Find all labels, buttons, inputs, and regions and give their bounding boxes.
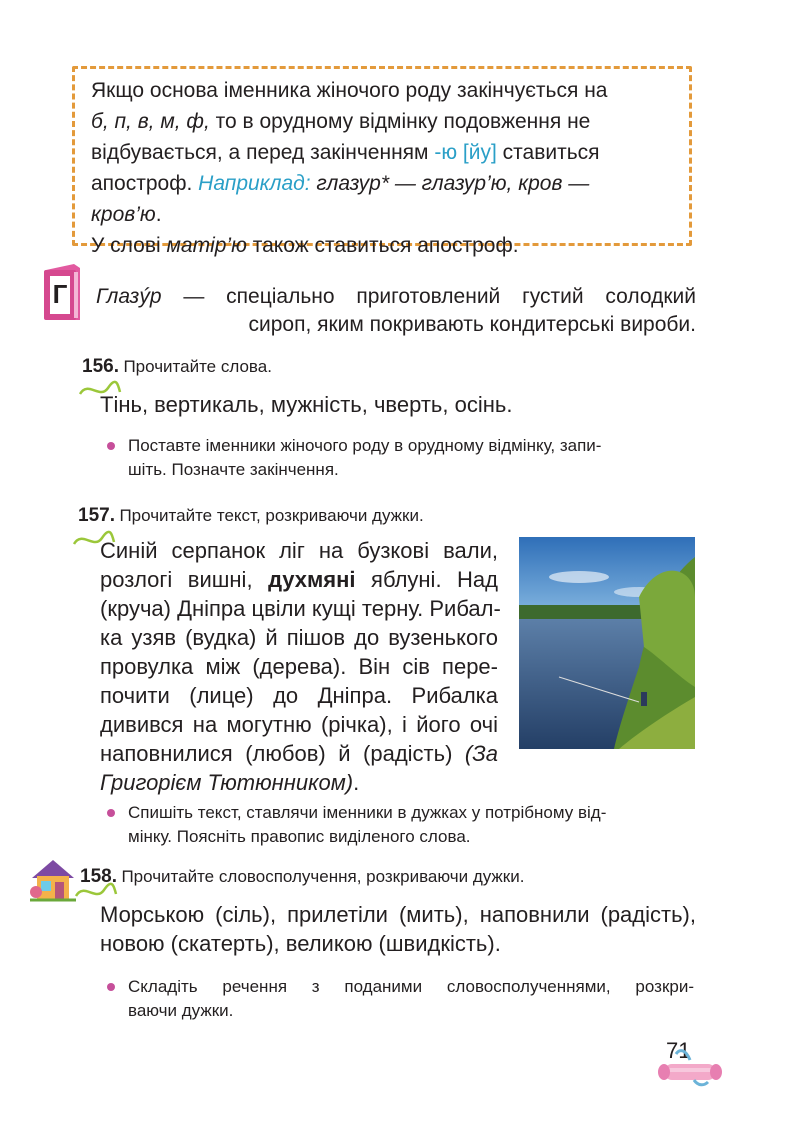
bullet-icon xyxy=(107,983,115,991)
scroll-decoration-icon xyxy=(650,1040,730,1090)
task-157-text xyxy=(100,536,501,797)
rule-line-4-start: апостроф. xyxy=(91,172,199,195)
task-156-title: Прочитайте слова. xyxy=(123,357,272,376)
task-158-instruction-line-2: ваючи дужки. xyxy=(128,1001,234,1020)
task-157-line: (круча) Дніпра цвіли кущі терну. Рибал- xyxy=(100,596,501,621)
rule-line-2 xyxy=(91,106,673,137)
glossary-def-1: — спеціально приготовлений густий солодкий xyxy=(161,285,696,308)
rule-word: матір’ю xyxy=(166,234,247,257)
task-157-line-part: яблуні. Над xyxy=(355,567,499,592)
rule-ending: -ю [йу] xyxy=(434,141,497,164)
task-156-instruction-line-2: шіть. Позначте закінчення. xyxy=(128,460,339,479)
rule-line-6-end: також ставиться апостроф. xyxy=(246,234,519,257)
rule-line-5-dot: . xyxy=(155,203,162,226)
glossary-term: Глазýр xyxy=(96,285,162,308)
task-157-line: дивився на могутню (річка), і його очі xyxy=(100,712,498,737)
task-157-instruction xyxy=(128,801,694,849)
glossary-book-icon xyxy=(40,262,84,322)
task-157-title: Прочитайте текст, розкриваючи дужки. xyxy=(119,506,424,525)
rule-line-3-start: відбувається, а перед закінченням xyxy=(91,141,435,164)
rule-line-4 xyxy=(91,168,673,199)
task-157-line xyxy=(100,739,498,768)
bullet-icon xyxy=(107,442,115,450)
task-157-line: Синій серпанок ліг на бузкові вали, xyxy=(100,538,498,563)
rule-line-5 xyxy=(91,199,673,230)
task-157-number: 157. xyxy=(78,505,115,526)
task-157-line xyxy=(100,768,498,797)
task-157-line: провулка між (дерева). Він сів пере- xyxy=(100,654,498,679)
task-156-words: Тінь, вертикаль, мужність, чверть, осінь. xyxy=(100,392,513,417)
house-icon xyxy=(28,856,78,904)
task-157-bold-word: духмяні xyxy=(268,567,356,592)
task-157-header xyxy=(78,505,424,527)
rule-line-6 xyxy=(91,230,673,261)
rule-line-3 xyxy=(91,137,673,168)
task-158-instruction-line-1: Складіть речення з поданими словосполученнями, розкри- xyxy=(128,977,694,996)
rule-line-1: Якщо основа іменника жіночого роду закінчується на xyxy=(91,79,608,102)
glossary-letter: Г xyxy=(52,279,68,309)
rule-example-label: Наприклад: xyxy=(198,172,311,195)
rule-example: глазур* — глазур’ю, кров — xyxy=(310,172,590,195)
task-158-line-2: новою (скатерть), великою (швидкість). xyxy=(100,931,501,956)
task-156-instruction-line-1: Поставте іменники жіночого роду в орудному відмінку, запи- xyxy=(128,436,602,455)
rule-line-3-end: ставиться xyxy=(496,141,600,164)
task-157-instruction-line-1: Спишіть текст, ставлячи іменники в дужках у потрібному від- xyxy=(128,803,607,822)
rule-letters: б, п, в, м, ф, xyxy=(91,110,210,133)
task-157-line xyxy=(100,565,498,594)
task-157-line-part: . xyxy=(353,770,360,795)
task-158-title: Прочитайте словосполучення, розкриваючи дужки. xyxy=(121,867,525,886)
task-156-number: 156. xyxy=(82,356,119,377)
task-158-header xyxy=(80,866,524,888)
glossary-entry xyxy=(96,283,696,339)
task-158-phrases xyxy=(100,900,696,958)
page-number: 71 xyxy=(666,1038,691,1063)
task-158-instruction xyxy=(128,975,694,1023)
rule-line-6-start: У слові xyxy=(91,234,167,257)
task-157-source: (За xyxy=(464,741,498,766)
task-157-line: ка узяв (вудка) й пішов до вузенького xyxy=(100,625,498,650)
river-photo xyxy=(519,537,695,749)
rule-box xyxy=(72,66,692,257)
task-157-line-part: наповнилися (любов) й (радість) xyxy=(100,741,465,766)
task-158-line-1: Морською (сіль), прилетіли (мить), наповнили (радість), xyxy=(100,902,696,927)
task-157-instruction-line-2: мінку. Поясніть правопис виділеного слова. xyxy=(128,827,471,846)
bullet-icon xyxy=(107,809,115,817)
glossary-def-2: сироп, яким покривають кондитерські вироби. xyxy=(248,313,696,336)
rule-line-2-rest: то в орудному відмінку подовження не xyxy=(209,110,591,133)
task-157-line: почити (лице) до Дніпра. Рибалка xyxy=(100,683,498,708)
task-157-line-part: розлогі вишні, xyxy=(100,567,269,592)
task-157-source-author: Григорієм Тютюнником) xyxy=(100,770,354,795)
task-156-instruction xyxy=(128,434,694,482)
task-156-header xyxy=(82,356,272,378)
rule-line-5-word: кров’ю xyxy=(91,203,156,226)
task-158-number: 158. xyxy=(80,866,117,887)
glossary-line-1 xyxy=(96,283,696,311)
